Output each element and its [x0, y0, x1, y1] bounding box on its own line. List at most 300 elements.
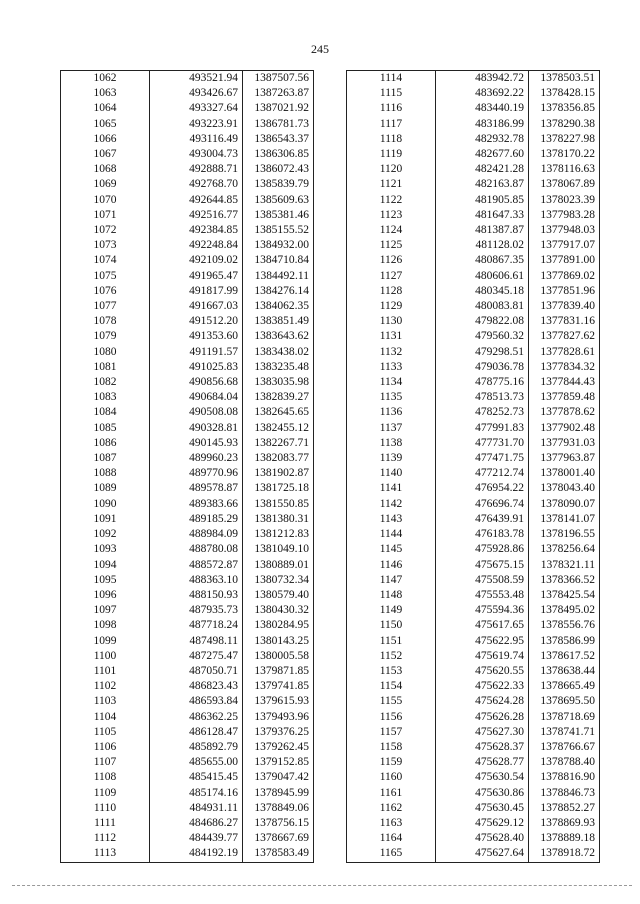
table-row: [61, 208, 314, 223]
table-row: [347, 421, 600, 436]
x-coordinate-cell: 492109.02: [150, 253, 243, 268]
x-coordinate-cell: 475622.95: [436, 634, 529, 649]
y-coordinate-cell: 1378043.40: [529, 481, 600, 496]
x-coordinate-cell: 492768.70: [150, 177, 243, 192]
x-coordinate-cell: 493004.73: [150, 147, 243, 162]
x-coordinate-cell: 479560.32: [436, 329, 529, 344]
y-coordinate-cell: 1382083.77: [243, 451, 314, 466]
y-coordinate-cell: 1385609.63: [243, 193, 314, 208]
point-number-cell: 1118: [347, 132, 436, 147]
y-coordinate-cell: 1386306.85: [243, 147, 314, 162]
point-number-cell: 1109: [61, 786, 150, 801]
point-number-cell: 1146: [347, 558, 436, 573]
point-number-cell: 1164: [347, 831, 436, 846]
point-number-cell: 1077: [61, 299, 150, 314]
x-coordinate-cell: 491025.83: [150, 360, 243, 375]
point-number-cell: 1162: [347, 801, 436, 816]
y-coordinate-cell: 1379376.25: [243, 725, 314, 740]
point-number-cell: 1107: [61, 755, 150, 770]
x-coordinate-cell: 475619.74: [436, 649, 529, 664]
point-number-cell: 1085: [61, 421, 150, 436]
table-row: [61, 314, 314, 329]
x-coordinate-cell: 492644.85: [150, 193, 243, 208]
table-row: [347, 345, 600, 360]
x-coordinate-cell: 479822.08: [436, 314, 529, 329]
point-number-cell: 1093: [61, 542, 150, 557]
point-number-cell: 1070: [61, 193, 150, 208]
table-row: [61, 405, 314, 420]
table-row: [347, 253, 600, 268]
x-coordinate-cell: 486362.25: [150, 710, 243, 725]
x-coordinate-cell: 475627.30: [436, 725, 529, 740]
y-coordinate-cell: 1382267.71: [243, 436, 314, 451]
y-coordinate-cell: 1378718.69: [529, 710, 600, 725]
y-coordinate-cell: 1378227.98: [529, 132, 600, 147]
x-coordinate-cell: 493426.67: [150, 86, 243, 101]
table-row: [61, 816, 314, 831]
x-coordinate-cell: 482932.78: [436, 132, 529, 147]
table-row: [347, 740, 600, 755]
table-row: [61, 329, 314, 344]
y-coordinate-cell: 1377827.62: [529, 329, 600, 344]
point-number-cell: 1158: [347, 740, 436, 755]
point-number-cell: 1067: [61, 147, 150, 162]
x-coordinate-cell: 483186.99: [436, 117, 529, 132]
x-coordinate-cell: 490328.81: [150, 421, 243, 436]
table-row: [347, 147, 600, 162]
point-number-cell: 1139: [347, 451, 436, 466]
table-row: [61, 542, 314, 557]
y-coordinate-cell: 1378170.22: [529, 147, 600, 162]
point-number-cell: 1138: [347, 436, 436, 451]
x-coordinate-cell: 493327.64: [150, 101, 243, 116]
table-row: [61, 573, 314, 588]
y-coordinate-cell: 1377859.48: [529, 390, 600, 405]
y-coordinate-cell: 1381380.31: [243, 512, 314, 527]
x-coordinate-cell: 475675.15: [436, 558, 529, 573]
y-coordinate-cell: 1377931.03: [529, 436, 600, 451]
point-number-cell: 1132: [347, 345, 436, 360]
table-row: [347, 679, 600, 694]
x-coordinate-cell: 493223.91: [150, 117, 243, 132]
y-coordinate-cell: 1378638.44: [529, 664, 600, 679]
y-coordinate-cell: 1379871.85: [243, 664, 314, 679]
table-row: [61, 117, 314, 132]
y-coordinate-cell: 1377902.48: [529, 421, 600, 436]
table-row: [61, 132, 314, 147]
x-coordinate-cell: 475622.33: [436, 679, 529, 694]
point-number-cell: 1137: [347, 421, 436, 436]
table-row: [347, 405, 600, 420]
point-number-cell: 1114: [347, 71, 436, 87]
x-coordinate-cell: 476183.78: [436, 527, 529, 542]
table-row: [347, 664, 600, 679]
table-row: [347, 71, 600, 87]
point-number-cell: 1103: [61, 694, 150, 709]
x-coordinate-cell: 488150.93: [150, 588, 243, 603]
point-number-cell: 1111: [61, 816, 150, 831]
x-coordinate-cell: 475628.77: [436, 755, 529, 770]
y-coordinate-cell: 1378090.07: [529, 497, 600, 512]
x-coordinate-cell: 489578.87: [150, 481, 243, 496]
y-coordinate-cell: 1380732.34: [243, 573, 314, 588]
table-row: [347, 223, 600, 238]
x-coordinate-cell: 475627.64: [436, 846, 529, 862]
x-coordinate-cell: 488780.08: [150, 542, 243, 557]
table-row: [61, 846, 314, 862]
x-coordinate-cell: 490856.68: [150, 375, 243, 390]
x-coordinate-cell: 475508.59: [436, 573, 529, 588]
table-row: [347, 846, 600, 862]
footer-divider: [12, 885, 632, 886]
y-coordinate-cell: 1378766.67: [529, 740, 600, 755]
x-coordinate-cell: 491353.60: [150, 329, 243, 344]
y-coordinate-cell: 1377891.00: [529, 253, 600, 268]
table-row: [347, 527, 600, 542]
x-coordinate-cell: 490684.04: [150, 390, 243, 405]
y-coordinate-cell: 1378116.63: [529, 162, 600, 177]
x-coordinate-cell: 486823.43: [150, 679, 243, 694]
table-row: [61, 588, 314, 603]
table-row: [347, 618, 600, 633]
point-number-cell: 1083: [61, 390, 150, 405]
point-number-cell: 1155: [347, 694, 436, 709]
table-row: [61, 269, 314, 284]
table-row: [61, 481, 314, 496]
point-number-cell: 1120: [347, 162, 436, 177]
point-number-cell: 1128: [347, 284, 436, 299]
y-coordinate-cell: 1377963.87: [529, 451, 600, 466]
y-coordinate-cell: 1387263.87: [243, 86, 314, 101]
table-row: [61, 710, 314, 725]
table-row: [347, 375, 600, 390]
point-number-cell: 1148: [347, 588, 436, 603]
table-row: [347, 162, 600, 177]
point-number-cell: 1124: [347, 223, 436, 238]
y-coordinate-cell: 1384276.14: [243, 284, 314, 299]
point-number-cell: 1095: [61, 573, 150, 588]
y-coordinate-cell: 1378023.39: [529, 193, 600, 208]
y-coordinate-cell: 1382455.12: [243, 421, 314, 436]
y-coordinate-cell: 1378852.27: [529, 801, 600, 816]
x-coordinate-cell: 487050.71: [150, 664, 243, 679]
y-coordinate-cell: 1378869.93: [529, 816, 600, 831]
x-coordinate-cell: 476954.22: [436, 481, 529, 496]
x-coordinate-cell: 489383.66: [150, 497, 243, 512]
table-row: [347, 177, 600, 192]
y-coordinate-cell: 1378583.49: [243, 846, 314, 862]
y-coordinate-cell: 1377831.16: [529, 314, 600, 329]
table-row: [61, 223, 314, 238]
x-coordinate-cell: 476696.74: [436, 497, 529, 512]
table-row: [61, 558, 314, 573]
point-number-cell: 1165: [347, 846, 436, 862]
table-row: [61, 101, 314, 116]
table-row: [61, 238, 314, 253]
y-coordinate-cell: 1377948.03: [529, 223, 600, 238]
point-number-cell: 1063: [61, 86, 150, 101]
y-coordinate-cell: 1380005.58: [243, 649, 314, 664]
x-coordinate-cell: 475928.86: [436, 542, 529, 557]
y-coordinate-cell: 1378846.73: [529, 786, 600, 801]
point-number-cell: 1131: [347, 329, 436, 344]
y-coordinate-cell: 1380579.40: [243, 588, 314, 603]
table-row: [347, 649, 600, 664]
table-row: [61, 618, 314, 633]
x-coordinate-cell: 480083.81: [436, 299, 529, 314]
y-coordinate-cell: 1378665.49: [529, 679, 600, 694]
table-row: [347, 436, 600, 451]
y-coordinate-cell: 1379493.96: [243, 710, 314, 725]
point-number-cell: 1151: [347, 634, 436, 649]
point-number-cell: 1106: [61, 740, 150, 755]
x-coordinate-cell: 483942.72: [436, 71, 529, 87]
table-row: [61, 634, 314, 649]
point-number-cell: 1108: [61, 770, 150, 785]
y-coordinate-cell: 1386543.37: [243, 132, 314, 147]
y-coordinate-cell: 1377834.32: [529, 360, 600, 375]
point-number-cell: 1091: [61, 512, 150, 527]
point-number-cell: 1125: [347, 238, 436, 253]
point-number-cell: 1121: [347, 177, 436, 192]
y-coordinate-cell: 1378290.38: [529, 117, 600, 132]
y-coordinate-cell: 1378356.85: [529, 101, 600, 116]
point-number-cell: 1064: [61, 101, 150, 116]
point-number-cell: 1090: [61, 497, 150, 512]
y-coordinate-cell: 1382645.65: [243, 405, 314, 420]
table-row: [61, 162, 314, 177]
table-row: [61, 725, 314, 740]
point-number-cell: 1156: [347, 710, 436, 725]
page-number: 245: [311, 42, 329, 56]
y-coordinate-cell: 1383643.62: [243, 329, 314, 344]
table-row: [347, 329, 600, 344]
table-row: [347, 542, 600, 557]
point-number-cell: 1154: [347, 679, 436, 694]
point-number-cell: 1080: [61, 345, 150, 360]
point-number-cell: 1134: [347, 375, 436, 390]
x-coordinate-cell: 475629.12: [436, 816, 529, 831]
y-coordinate-cell: 1377983.28: [529, 208, 600, 223]
y-coordinate-cell: 1382839.27: [243, 390, 314, 405]
point-number-cell: 1081: [61, 360, 150, 375]
x-coordinate-cell: 476439.91: [436, 512, 529, 527]
point-number-cell: 1115: [347, 86, 436, 101]
x-coordinate-cell: 482421.28: [436, 162, 529, 177]
y-coordinate-cell: 1378321.11: [529, 558, 600, 573]
x-coordinate-cell: 490508.08: [150, 405, 243, 420]
y-coordinate-cell: 1379152.85: [243, 755, 314, 770]
table-row: [347, 284, 600, 299]
table-row: [347, 86, 600, 101]
table-row: [347, 269, 600, 284]
x-coordinate-cell: 492384.85: [150, 223, 243, 238]
x-coordinate-cell: 491817.99: [150, 284, 243, 299]
x-coordinate-cell: 475630.45: [436, 801, 529, 816]
x-coordinate-cell: 488363.10: [150, 573, 243, 588]
y-coordinate-cell: 1381212.83: [243, 527, 314, 542]
table-row: [61, 436, 314, 451]
table-row: [61, 284, 314, 299]
y-coordinate-cell: 1381725.18: [243, 481, 314, 496]
y-coordinate-cell: 1378945.99: [243, 786, 314, 801]
table-row: [347, 360, 600, 375]
point-number-cell: 1066: [61, 132, 150, 147]
y-coordinate-cell: 1385155.52: [243, 223, 314, 238]
y-coordinate-cell: 1378816.90: [529, 770, 600, 785]
table-row: [61, 770, 314, 785]
point-number-cell: 1112: [61, 831, 150, 846]
table-row: [61, 147, 314, 162]
point-number-cell: 1105: [61, 725, 150, 740]
point-number-cell: 1150: [347, 618, 436, 633]
y-coordinate-cell: 1378067.89: [529, 177, 600, 192]
y-coordinate-cell: 1377869.02: [529, 269, 600, 284]
x-coordinate-cell: 484686.27: [150, 816, 243, 831]
y-coordinate-cell: 1378918.72: [529, 846, 600, 862]
point-number-cell: 1069: [61, 177, 150, 192]
table-row: [61, 71, 314, 87]
x-coordinate-cell: 485655.00: [150, 755, 243, 770]
point-number-cell: 1089: [61, 481, 150, 496]
y-coordinate-cell: 1378366.52: [529, 573, 600, 588]
table-row: [347, 694, 600, 709]
x-coordinate-cell: 488984.09: [150, 527, 243, 542]
y-coordinate-cell: 1378889.18: [529, 831, 600, 846]
table-row: [61, 679, 314, 694]
coordinate-table-left: [60, 70, 314, 863]
x-coordinate-cell: 486128.47: [150, 725, 243, 740]
y-coordinate-cell: 1384492.11: [243, 269, 314, 284]
y-coordinate-cell: 1381902.87: [243, 466, 314, 481]
table-row: [347, 208, 600, 223]
y-coordinate-cell: 1378425.54: [529, 588, 600, 603]
table-row: [347, 314, 600, 329]
point-number-cell: 1079: [61, 329, 150, 344]
x-coordinate-cell: 475624.28: [436, 694, 529, 709]
table-row: [61, 193, 314, 208]
table-row: [347, 193, 600, 208]
x-coordinate-cell: 485174.16: [150, 786, 243, 801]
x-coordinate-cell: 493521.94: [150, 71, 243, 87]
point-number-cell: 1102: [61, 679, 150, 694]
table-row: [61, 694, 314, 709]
x-coordinate-cell: 481905.85: [436, 193, 529, 208]
x-coordinate-cell: 475630.54: [436, 770, 529, 785]
y-coordinate-cell: 1378756.15: [243, 816, 314, 831]
table-row: [61, 390, 314, 405]
x-coordinate-cell: 481647.33: [436, 208, 529, 223]
y-coordinate-cell: 1378849.06: [243, 801, 314, 816]
point-number-cell: 1119: [347, 147, 436, 162]
point-number-cell: 1072: [61, 223, 150, 238]
x-coordinate-cell: 477212.74: [436, 466, 529, 481]
point-number-cell: 1076: [61, 284, 150, 299]
table-row: [61, 831, 314, 846]
x-coordinate-cell: 477991.83: [436, 421, 529, 436]
y-coordinate-cell: 1378141.07: [529, 512, 600, 527]
x-coordinate-cell: 486593.84: [150, 694, 243, 709]
table-row: [347, 831, 600, 846]
x-coordinate-cell: 492888.71: [150, 162, 243, 177]
point-number-cell: 1141: [347, 481, 436, 496]
x-coordinate-cell: 491965.47: [150, 269, 243, 284]
y-coordinate-cell: 1378556.76: [529, 618, 600, 633]
table-row: [61, 512, 314, 527]
point-number-cell: 1073: [61, 238, 150, 253]
table-row: [61, 786, 314, 801]
point-number-cell: 1082: [61, 375, 150, 390]
y-coordinate-cell: 1384710.84: [243, 253, 314, 268]
y-coordinate-cell: 1377851.96: [529, 284, 600, 299]
point-number-cell: 1088: [61, 466, 150, 481]
table-row: [61, 649, 314, 664]
point-number-cell: 1092: [61, 527, 150, 542]
x-coordinate-cell: 491667.03: [150, 299, 243, 314]
table-row: [61, 603, 314, 618]
x-coordinate-cell: 483692.22: [436, 86, 529, 101]
x-coordinate-cell: 475630.86: [436, 786, 529, 801]
table-row: [347, 770, 600, 785]
x-coordinate-cell: 484192.19: [150, 846, 243, 862]
point-number-cell: 1075: [61, 269, 150, 284]
y-coordinate-cell: 1378001.40: [529, 466, 600, 481]
y-coordinate-cell: 1379615.93: [243, 694, 314, 709]
x-coordinate-cell: 478252.73: [436, 405, 529, 420]
y-coordinate-cell: 1383851.49: [243, 314, 314, 329]
x-coordinate-cell: 479036.78: [436, 360, 529, 375]
y-coordinate-cell: 1383235.48: [243, 360, 314, 375]
point-number-cell: 1110: [61, 801, 150, 816]
x-coordinate-cell: 489185.29: [150, 512, 243, 527]
point-number-cell: 1149: [347, 603, 436, 618]
table-row: [61, 253, 314, 268]
table-row: [347, 238, 600, 253]
table-row: [347, 725, 600, 740]
y-coordinate-cell: 1381550.85: [243, 497, 314, 512]
x-coordinate-cell: 484931.11: [150, 801, 243, 816]
y-coordinate-cell: 1387507.56: [243, 71, 314, 87]
x-coordinate-cell: 491512.20: [150, 314, 243, 329]
point-number-cell: 1113: [61, 846, 150, 862]
point-number-cell: 1097: [61, 603, 150, 618]
y-coordinate-cell: 1378586.99: [529, 634, 600, 649]
x-coordinate-cell: 475626.28: [436, 710, 529, 725]
y-coordinate-cell: 1386781.73: [243, 117, 314, 132]
y-coordinate-cell: 1380284.95: [243, 618, 314, 633]
point-number-cell: 1078: [61, 314, 150, 329]
point-number-cell: 1101: [61, 664, 150, 679]
table-row: [347, 497, 600, 512]
x-coordinate-cell: 478513.73: [436, 390, 529, 405]
y-coordinate-cell: 1378617.52: [529, 649, 600, 664]
y-coordinate-cell: 1377878.62: [529, 405, 600, 420]
point-number-cell: 1140: [347, 466, 436, 481]
point-number-cell: 1142: [347, 497, 436, 512]
table-row: [347, 710, 600, 725]
x-coordinate-cell: 483440.19: [436, 101, 529, 116]
x-coordinate-cell: 487275.47: [150, 649, 243, 664]
table-row: [347, 512, 600, 527]
coordinate-table-right: [346, 70, 600, 863]
y-coordinate-cell: 1384932.00: [243, 238, 314, 253]
x-coordinate-cell: 488572.87: [150, 558, 243, 573]
x-coordinate-cell: 475553.48: [436, 588, 529, 603]
table-row: [61, 740, 314, 755]
point-number-cell: 1094: [61, 558, 150, 573]
x-coordinate-cell: 481387.87: [436, 223, 529, 238]
x-coordinate-cell: 480606.61: [436, 269, 529, 284]
